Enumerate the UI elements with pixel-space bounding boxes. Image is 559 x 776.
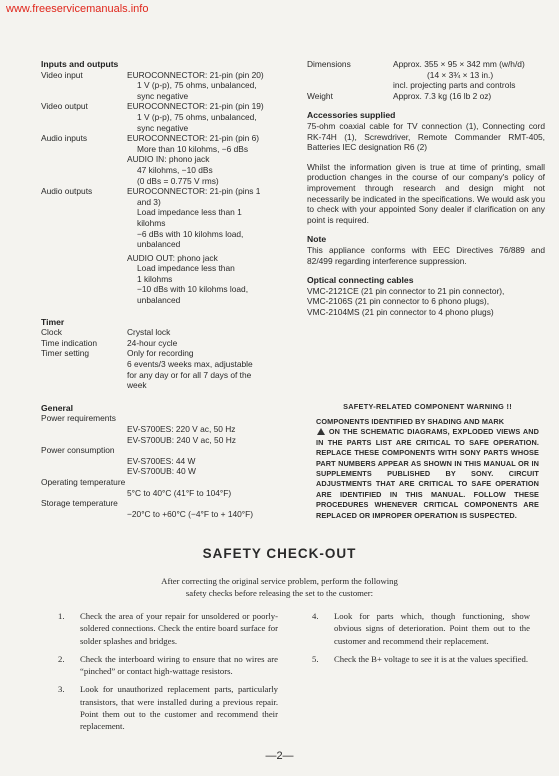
dimensions-row [307, 59, 545, 91]
checkout-item-text: Look for unauthorized replacement parts, particularly transistors, that were installed during a previous repair. Point them out to the customer and recommend their replacement. [80, 684, 278, 732]
checkout-item [58, 610, 278, 647]
accessories-text: 75-ohm coaxial cable for TV connection (1), Connecting cord RK-74H (1), Screwdriver, Remote Commander RMT-405, Batteries IEC designation R6 (2) [307, 120, 545, 153]
safety-warning-text [316, 417, 539, 521]
checkout-item-number: 5. [312, 653, 319, 664]
checkout-intro-line: After correcting the original service problem, perform the following [161, 576, 398, 586]
audio-outputs-line: −6 dBs with 10 kilohms load, [137, 228, 244, 239]
clock-value: Crystal lock [127, 327, 171, 338]
safety-warning-title: SAFETY-RELATED COMPONENT WARNING !! [343, 402, 512, 411]
storage-temperature-label: Storage temperature [41, 498, 118, 509]
dimensions-label: Dimensions [307, 59, 351, 69]
checkout-item-number: 4. [312, 611, 319, 621]
audio-outputs-line: and 3) [137, 196, 161, 207]
audio-outputs-line: kilohms [137, 217, 166, 228]
audio-outputs-line: EUROCONNECTOR: 21-pin (pins 1 [127, 186, 261, 197]
dimensions-line: (14 × 3¾ × 13 in.) [427, 69, 494, 80]
audio-outputs-line: Load impedance less than [137, 263, 235, 274]
timer-setting-label: Timer setting [41, 348, 90, 359]
power-requirements-line: EV-S700ES: 220 V ac, 50 Hz [127, 424, 236, 434]
timer-setting-line: for any day or for all 7 days of the [127, 369, 252, 380]
note-text: This appliance conforms with EEC Directives 76/889 and 82/499 regarding interference suppression. [307, 244, 545, 266]
timer-setting-line: 6 events/3 weeks max, adjustable [127, 359, 253, 370]
safety-checkout-title: SAFETY CHECK-OUT [202, 546, 357, 561]
checkout-item-text: Check the interboard wiring to ensure that no wires are “pinched” or contact high-wattage resistors. [80, 653, 278, 677]
dimensions-line: incl. projecting parts and controls [393, 80, 516, 91]
checkout-intro-line: safety checks before releasing the set to the customer: [185, 588, 374, 599]
audio-outputs-line: 1 kilohms [137, 273, 173, 284]
watermark[interactable]: www.freeservicemanuals.info [6, 3, 149, 15]
clock-label: Clock [41, 327, 62, 338]
checkout-item-text: Check the area of your repair for unsoldered or poorly-soldered connections. Check the entire board surface for solder splashes and bridges. [80, 611, 278, 646]
power-consumption-line: EV-S700ES: 44 W [127, 455, 196, 466]
audio-outputs-line: Load impedance less than 1 [137, 207, 242, 218]
checkout-list-right [312, 610, 530, 671]
checkout-item-number: 1. [58, 611, 65, 621]
video-input-label: Video input [41, 69, 83, 80]
time-indication-row [41, 338, 286, 349]
checkout-item-number: 3. [58, 684, 65, 695]
operating-temperature-value: 5°C to 40°C (41°F to 104°F) [127, 487, 232, 498]
checkout-item [58, 683, 278, 732]
video-input-line: EUROCONNECTOR: 21-pin (pin 20) [127, 69, 264, 80]
audio-outputs-line: unbalanced [137, 295, 181, 306]
safety-warning-line: COMPONENTS IDENTIFIED BY SHADING AND MARK [316, 417, 505, 426]
audio-inputs-row [41, 133, 286, 186]
checkout-item [312, 653, 530, 665]
optical-cable-line: VMC-2106S (21 pin connector to 6 phono plugs), [307, 296, 490, 307]
weight-row [307, 91, 545, 102]
audio-outputs-label: Audio outputs [41, 186, 93, 197]
optical-cables-heading: Optical connecting cables [307, 275, 414, 286]
power-consumption-label: Power consumption [41, 445, 115, 456]
audio-outputs-line: unbalanced [137, 239, 181, 250]
safety-warning-body: ON THE SCHEMATIC DIAGRAMS, EXPLODED VIEWS AND IN THE PARTS LIST ARE CRITICAL TO SAFE OPERATION. REPLACE THESE COMPONENTS WITH SONY PARTS WHOSE PART NUMBERS APPEAR AS SHOWN IN THIS MANUAL OR IN SUPPLEMENTS PUBLISHED BY SONY. CIRCUIT ADJUSTMENTS THAT ARE CRITICAL TO SAFE OPERATION ARE IDENTIFIED IN THIS MANUAL. FOLLOW THESE PROCEDURES WHENEVER CRITICAL COMPONENTS ARE REPLACED OR IMPROPER OPERATION IS SUSPECTED. [316, 427, 539, 520]
clock-row [41, 327, 286, 338]
specs-right-column [307, 59, 545, 317]
video-input-line: 1 V (p-p), 75 ohms, unbalanced, [137, 80, 257, 91]
audio-inputs-label: Audio inputs [41, 133, 88, 144]
video-output-line: 1 V (p-p), 75 ohms, unbalanced, [137, 111, 257, 122]
power-consumption-line: EV-S700UB: 40 W [127, 466, 196, 477]
dimensions-line: Approx. 355 × 95 × 342 mm (w/h/d) [393, 59, 525, 69]
video-output-row [41, 101, 286, 133]
timer-setting-row [41, 348, 286, 390]
checkout-list-left [58, 610, 278, 739]
audio-inputs-line: (0 dBs = 0.775 V rms) [137, 175, 219, 186]
time-indication-label: Time indication [41, 337, 98, 348]
checkout-item [312, 610, 530, 647]
time-indication-value: 24-hour cycle [127, 337, 178, 348]
general-heading: General [41, 402, 74, 413]
checkout-item-number: 2. [58, 653, 65, 664]
video-input-row [41, 70, 286, 102]
video-output-label: Video output [41, 101, 88, 112]
checkout-item [58, 653, 278, 678]
timer-heading: Timer [41, 316, 65, 327]
checkout-intro [0, 575, 559, 600]
audio-inputs-line: 47 kilohms, −10 dBs [137, 164, 213, 175]
audio-inputs-line: EUROCONNECTOR: 21-pin (pin 6) [127, 133, 260, 144]
accessories-heading: Accessories supplied [307, 110, 396, 121]
disclaimer-text: Whilst the information given is true at time of printing, small production changes in the course of our company's policy of improvement through research and design might not necessarily be indicated in the specifications. We would ask you to check with your appointed Sony dealer if clarification on any point is required. [307, 161, 545, 225]
timer-setting-line: Only for recording [127, 348, 194, 359]
storage-temperature-value: −20°C to +60°C (−4°F to + 140°F) [127, 508, 254, 519]
video-input-line: sync negative [137, 90, 189, 101]
video-output-line: sync negative [137, 122, 189, 133]
audio-outputs-line: −10 dBs with 10 kilohms load, [137, 284, 249, 295]
audio-outputs-line: AUDIO OUT: phono jack [127, 252, 218, 263]
specs-left-column [41, 59, 286, 519]
weight-value: Approx. 7.3 kg (16 lb 2 oz) [393, 90, 492, 101]
inputs-outputs-heading: Inputs and outputs [41, 59, 119, 69]
page-number: —2— [265, 750, 294, 762]
note-heading: Note [307, 234, 327, 245]
weight-label: Weight [307, 90, 333, 101]
audio-inputs-line: AUDIO IN: phono jack [127, 154, 210, 165]
optical-cable-line: VMC-2121CE (21 pin connector to 21 pin connector), [307, 285, 505, 296]
checkout-item-text: Check the B+ voltage to see it is at the values specified. [334, 653, 529, 664]
audio-inputs-line: More than 10 kilohms, −6 dBs [137, 143, 249, 154]
warning-triangle-icon [317, 428, 325, 435]
power-requirements-label: Power requirements [41, 413, 116, 424]
operating-temperature-label: Operating temperature [41, 476, 126, 487]
checkout-item-text: Look for parts which, though functioning, show obvious signs of deterioration. Point them out to the customer and recommend their replacement. [334, 611, 530, 646]
video-output-line: EUROCONNECTOR: 21-pin (pin 19) [127, 101, 264, 112]
timer-setting-line: week [127, 380, 147, 391]
safety-warning-box [316, 402, 539, 521]
optical-cable-line: VMC-2104MS (21 pin connector to 4 phono plugs) [307, 306, 494, 317]
power-requirements-line: EV-S700UB: 240 V ac, 50 Hz [127, 434, 236, 445]
audio-outputs-row [41, 186, 286, 306]
